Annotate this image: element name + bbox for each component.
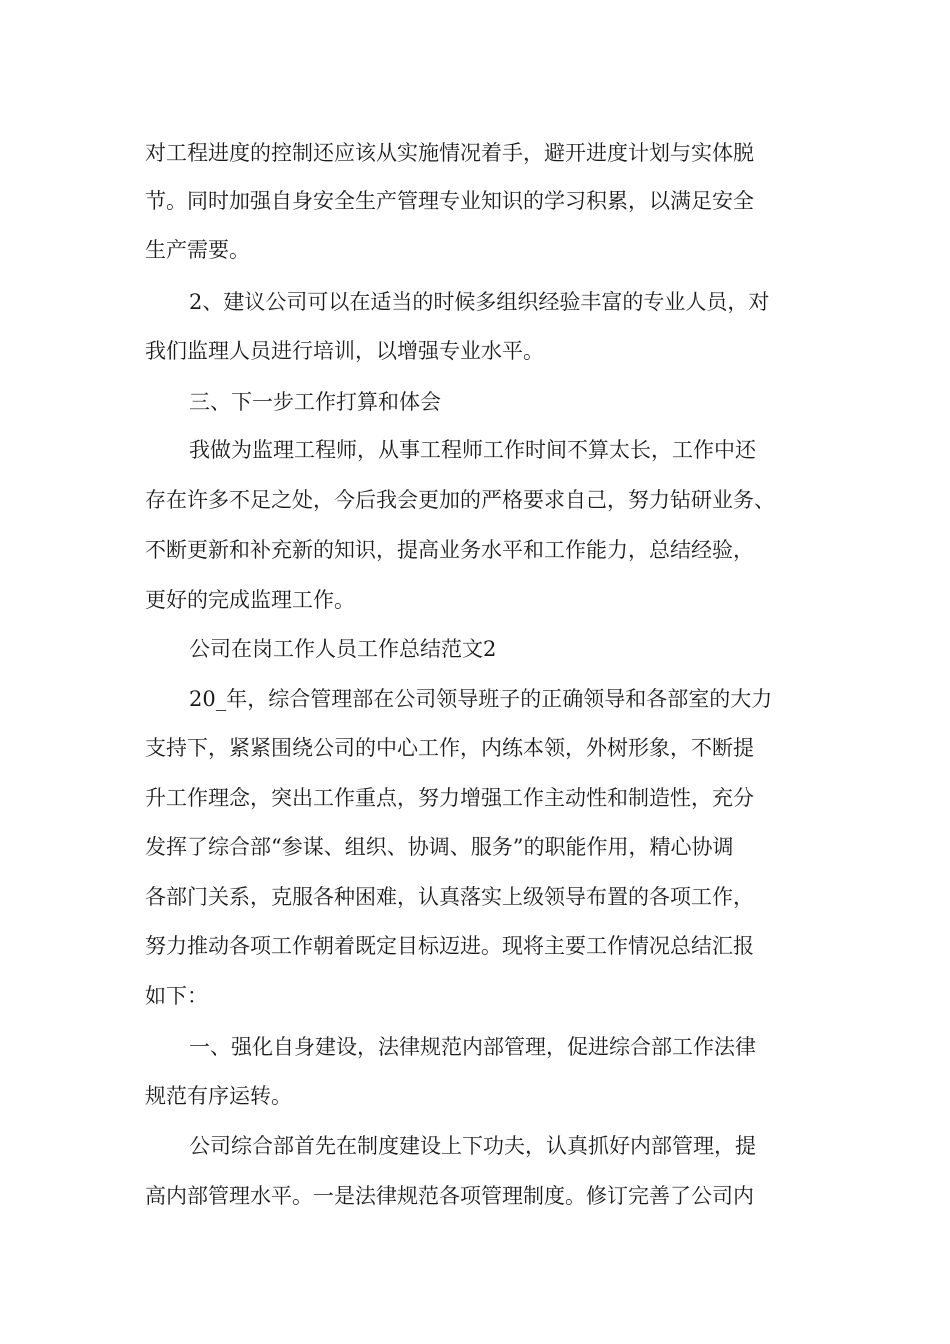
text-line: 发挥了综合部“参谋、组织、协调、服务”的职能作用，精心协调 — [145, 835, 734, 859]
text-line: 对工程进度的控制还应该从实施情况着手，避开进度计划与实体脱 — [145, 141, 754, 165]
text-line: 各部门关系，克服各种困难，认真落实上级领导布置的各项工作， — [145, 885, 754, 909]
text-line: 公司综合部首先在制度建设上下功夫，认真抓好内部管理，提 — [189, 1134, 756, 1158]
text-line: 存在许多不足之处，今后我会更加的严格要求自己，努力钻研业务、 — [145, 488, 775, 512]
text-line: 如下： — [145, 984, 208, 1008]
text-line: 高内部管理水平。一是法律规范各项管理制度。修订完善了公司内 — [145, 1184, 754, 1208]
section-heading: 一、强化自身建设，法律规范内部管理，促进综合部工作法律 — [189, 1035, 756, 1059]
text-line: 生产需要。 — [145, 238, 250, 262]
section-heading: 三、下一步工作打算和体会 — [189, 390, 441, 414]
text-line: 2、建议公司可以在适当的时候多组织经验丰富的专业人员，对 — [189, 290, 770, 314]
text-line: 不断更新和补充新的知识，提高业务水平和工作能力，总结经验， — [145, 538, 754, 562]
text-line: 升工作理念，突出工作重点，努力增强工作主动性和制造性，充分 — [145, 786, 754, 810]
text-line: 规范有序运转。 — [145, 1084, 292, 1108]
document-title: 公司在岗工作人员工作总结范文2 — [189, 637, 497, 661]
text-line: 支持下，紧紧围绕公司的中心工作，内练本领，外树形象，不断提 — [145, 736, 754, 760]
text-line: 努力推动各项工作朝着既定目标迈进。现将主要工作情况总结汇报 — [145, 934, 754, 958]
text-line: 更好的完成监理工作。 — [145, 588, 355, 612]
text-line: 20_年，综合管理部在公司领导班子的正确领导和各部室的大力 — [189, 687, 773, 711]
text-line: 节。同时加强自身安全生产管理专业知识的学习积累，以满足安全 — [145, 189, 754, 213]
text-line: 我们监理人员进行培训，以增强专业水平。 — [145, 339, 544, 363]
text-line: 我做为监理工程师，从事工程师工作时间不算太长，工作中还 — [189, 438, 756, 462]
